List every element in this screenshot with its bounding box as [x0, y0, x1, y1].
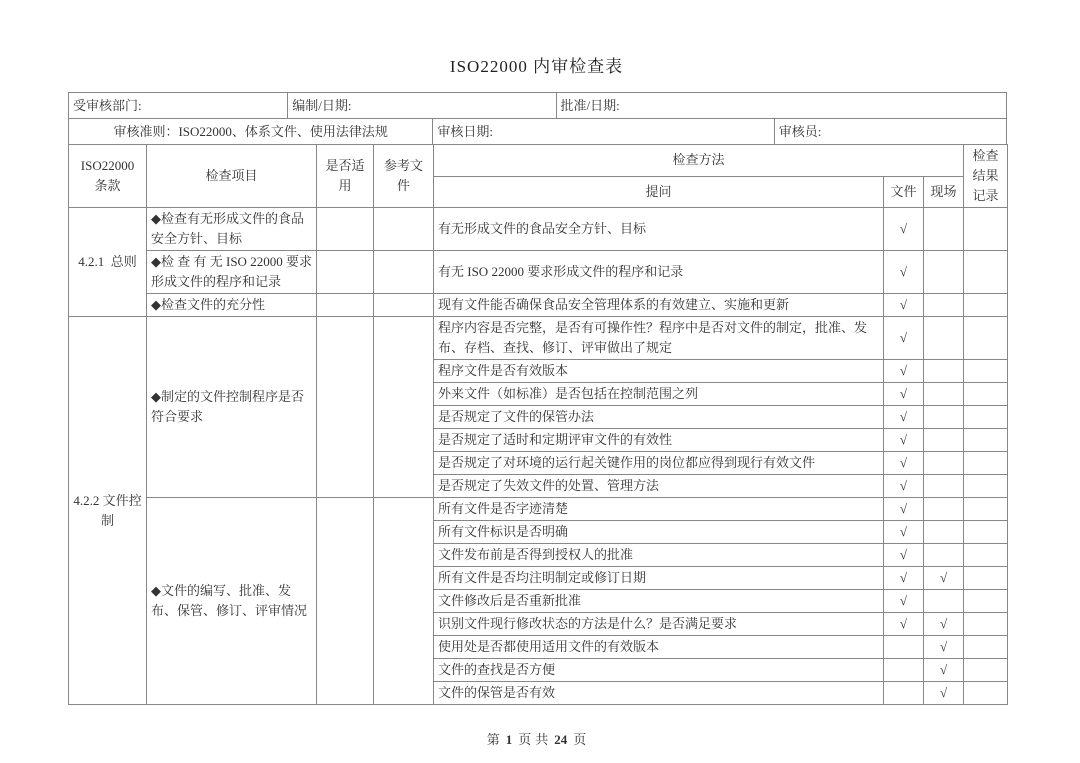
result-cell [964, 636, 1008, 659]
doc-check-cell: √ [884, 317, 924, 360]
item-header: 检查项目 [147, 145, 317, 208]
audit-date-cell: 审核日期: [433, 119, 774, 145]
refdoc-cell [374, 208, 434, 251]
footer-word: 第 [486, 732, 500, 747]
refdoc-cell [374, 498, 434, 705]
result-cell [964, 590, 1008, 613]
site-check-cell: √ [924, 682, 964, 705]
footer-word: 页 [573, 732, 587, 747]
result-header: 检查结果记录 [964, 145, 1008, 208]
applicable-cell [317, 498, 374, 705]
result-cell [964, 317, 1008, 360]
site-check-cell: √ [924, 567, 964, 590]
result-cell [964, 567, 1008, 590]
doc-header: 文件 [884, 176, 924, 208]
site-check-cell [924, 251, 964, 294]
site-check-cell [924, 475, 964, 498]
doc-check-cell: √ [884, 294, 924, 317]
question-cell: 文件的查找是否方便 [434, 659, 884, 682]
question-cell: 程序文件是否有效版本 [434, 360, 884, 383]
site-check-cell: √ [924, 613, 964, 636]
applicable-header: 是否适用 [317, 145, 374, 208]
result-cell [964, 251, 1008, 294]
doc-check-cell: √ [884, 208, 924, 251]
meta-table [68, 92, 1007, 145]
page-title: ISO22000 内审检查表 [449, 57, 624, 76]
applicable-cell [317, 294, 374, 317]
footer-word: 共 [535, 732, 549, 747]
doc-check-cell: √ [884, 613, 924, 636]
approved-date-cell: 批准/日期: [556, 93, 1007, 119]
method-header: 检查方法 [434, 145, 964, 177]
question-cell: 文件的保管是否有效 [434, 682, 884, 705]
doc-check-cell: √ [884, 567, 924, 590]
question-cell: 是否规定了适时和定期评审文件的有效性 [434, 429, 884, 452]
doc-check-cell: √ [884, 360, 924, 383]
result-cell [964, 544, 1008, 567]
result-cell [964, 498, 1008, 521]
site-check-cell: √ [924, 636, 964, 659]
item-cell: ◆检查有无形成文件的食品安全方针、目标 [147, 208, 317, 251]
doc-check-cell [884, 636, 924, 659]
refdoc-header: 参考文件 [374, 145, 434, 208]
site-header: 现场 [924, 176, 964, 208]
refdoc-cell [374, 317, 434, 498]
footer-word: 页 [518, 732, 532, 747]
question-cell: 所有文件是否均注明制定或修订日期 [434, 567, 884, 590]
site-check-cell [924, 521, 964, 544]
item-cell: ◆检查文件的充分性 [147, 294, 317, 317]
result-cell [964, 429, 1008, 452]
site-check-cell [924, 498, 964, 521]
site-check-cell [924, 452, 964, 475]
auditor-cell: 审核员: [774, 119, 1006, 145]
site-check-cell [924, 429, 964, 452]
result-cell [964, 383, 1008, 406]
site-check-cell [924, 590, 964, 613]
applicable-cell [317, 317, 374, 498]
result-cell [964, 475, 1008, 498]
result-cell [964, 613, 1008, 636]
question-cell: 现有文件能否确保食品安全管理体系的有效建立、实施和更新 [434, 294, 884, 317]
applicable-cell [317, 208, 374, 251]
applicable-cell [317, 251, 374, 294]
item-cell: ◆制定的文件控制程序是否符合要求 [147, 317, 317, 498]
question-cell: 是否规定了对环境的运行起关键作用的岗位都应得到现行有效文件 [434, 452, 884, 475]
result-cell [964, 521, 1008, 544]
clause-header: ISO22000 条款 [69, 145, 147, 208]
site-check-cell [924, 317, 964, 360]
result-cell [964, 452, 1008, 475]
question-cell: 有无形成文件的食品安全方针、目标 [434, 208, 884, 251]
prepared-date-cell: 编制/日期: [288, 93, 556, 119]
doc-check-cell: √ [884, 590, 924, 613]
question-cell: 有无 ISO 22000 要求形成文件的程序和记录 [434, 251, 884, 294]
question-cell: 外来文件（如标准）是否包括在控制范围之列 [434, 383, 884, 406]
clause-cell: 4.2.1 总则 [69, 208, 147, 317]
doc-check-cell: √ [884, 383, 924, 406]
doc-check-cell: √ [884, 429, 924, 452]
doc-check-cell [884, 659, 924, 682]
item-cell: ◆文件的编写、批准、发布、保管、修订、评审情况 [147, 498, 317, 705]
checklist-table [68, 144, 1008, 705]
page-footer [68, 729, 1005, 748]
site-check-cell: √ [924, 659, 964, 682]
question-cell: 文件修改后是否重新批准 [434, 590, 884, 613]
doc-check-cell: √ [884, 498, 924, 521]
audit-criteria-cell: 审核准则：ISO22000、体系文件、使用法律法规 [69, 119, 433, 145]
question-cell: 是否规定了失效文件的处置、管理方法 [434, 475, 884, 498]
refdoc-cell [374, 251, 434, 294]
site-check-cell [924, 406, 964, 429]
item-cell: ◆检 查 有 无 ISO 22000 要求形成文件的程序和记录 [147, 251, 317, 294]
doc-check-cell: √ [884, 251, 924, 294]
doc-check-cell: √ [884, 544, 924, 567]
question-cell: 识别文件现行修改状态的方法是什么？是否满足要求 [434, 613, 884, 636]
question-cell: 所有文件是否字迹清楚 [434, 498, 884, 521]
doc-check-cell [884, 682, 924, 705]
audited-dept-cell: 受审核部门: [69, 93, 288, 119]
question-cell: 使用处是否都使用适用文件的有效版本 [434, 636, 884, 659]
question-header: 提问 [434, 176, 884, 208]
doc-check-cell: √ [884, 521, 924, 544]
site-check-cell [924, 383, 964, 406]
result-cell [964, 659, 1008, 682]
footer-total-pages: 24 [554, 732, 568, 747]
site-check-cell [924, 208, 964, 251]
result-cell [964, 294, 1008, 317]
doc-check-cell: √ [884, 452, 924, 475]
result-cell [964, 406, 1008, 429]
refdoc-cell [374, 294, 434, 317]
doc-check-cell: √ [884, 406, 924, 429]
footer-page-number: 1 [505, 732, 513, 747]
site-check-cell [924, 360, 964, 383]
doc-check-cell: √ [884, 475, 924, 498]
question-cell: 是否规定了文件的保管办法 [434, 406, 884, 429]
result-cell [964, 208, 1008, 251]
question-cell: 所有文件标识是否明确 [434, 521, 884, 544]
site-check-cell [924, 294, 964, 317]
result-cell [964, 682, 1008, 705]
result-cell [964, 360, 1008, 383]
site-check-cell [924, 544, 964, 567]
question-cell: 文件发布前是否得到授权人的批准 [434, 544, 884, 567]
question-cell: 程序内容是否完整，是否有可操作性？程序中是否对文件的制定，批准、发布、存档、查找、修订、评审做出了规定 [434, 317, 884, 360]
clause-cell: 4.2.2 文件控制 [69, 317, 147, 705]
